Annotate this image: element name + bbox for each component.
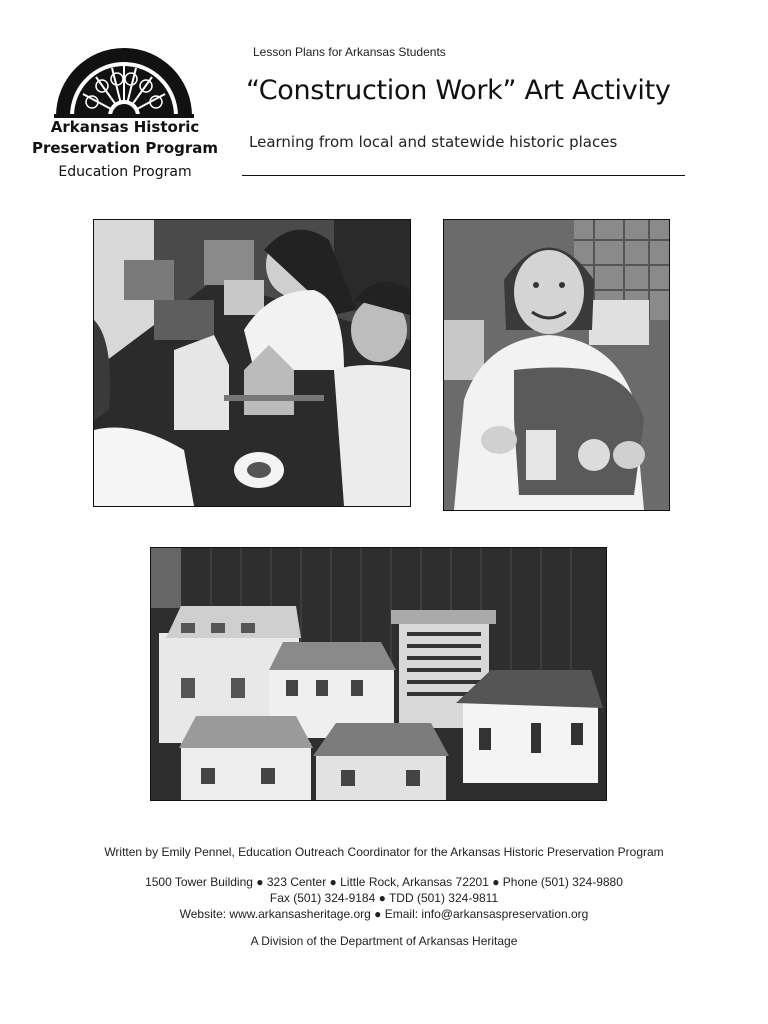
children-building-models-photo-icon bbox=[93, 219, 411, 507]
model-town-buildings-photo-icon bbox=[150, 547, 607, 801]
contact-address: 1500 Tower Building ● 323 Center ● Little Rock, Arkansas 72201 ● Phone (501) 324-9880 bbox=[145, 875, 623, 889]
fanlight-window-logo-icon bbox=[52, 44, 196, 118]
girl-holding-model-house-photo-icon bbox=[443, 219, 670, 511]
program-name: Education Program bbox=[58, 164, 192, 180]
page-subtitle: Learning from local and statewide historic places bbox=[249, 133, 618, 151]
header-divider bbox=[242, 175, 685, 176]
contact-block bbox=[0, 874, 768, 922]
contact-fax: Fax (501) 324-9184 ● TDD (501) 324-9811 bbox=[269, 891, 499, 905]
organization-name-line2: Preservation Program bbox=[31, 139, 219, 157]
page-title: “Construction Work” Art Activity bbox=[246, 75, 671, 106]
contact-web: Website: www.arkansasheritage.org ● Email: info@arkansaspreservation.org bbox=[179, 907, 589, 921]
organization-name bbox=[20, 117, 230, 159]
division-line: A Division of the Department of Arkansas Heritage bbox=[250, 934, 518, 948]
series-label: Lesson Plans for Arkansas Students bbox=[253, 45, 446, 59]
author-credit: Written by Emily Pennel, Education Outreach Coordinator for the Arkansas Historic Preservation Program bbox=[104, 845, 664, 859]
organization-name-line1: Arkansas Historic bbox=[50, 118, 200, 136]
